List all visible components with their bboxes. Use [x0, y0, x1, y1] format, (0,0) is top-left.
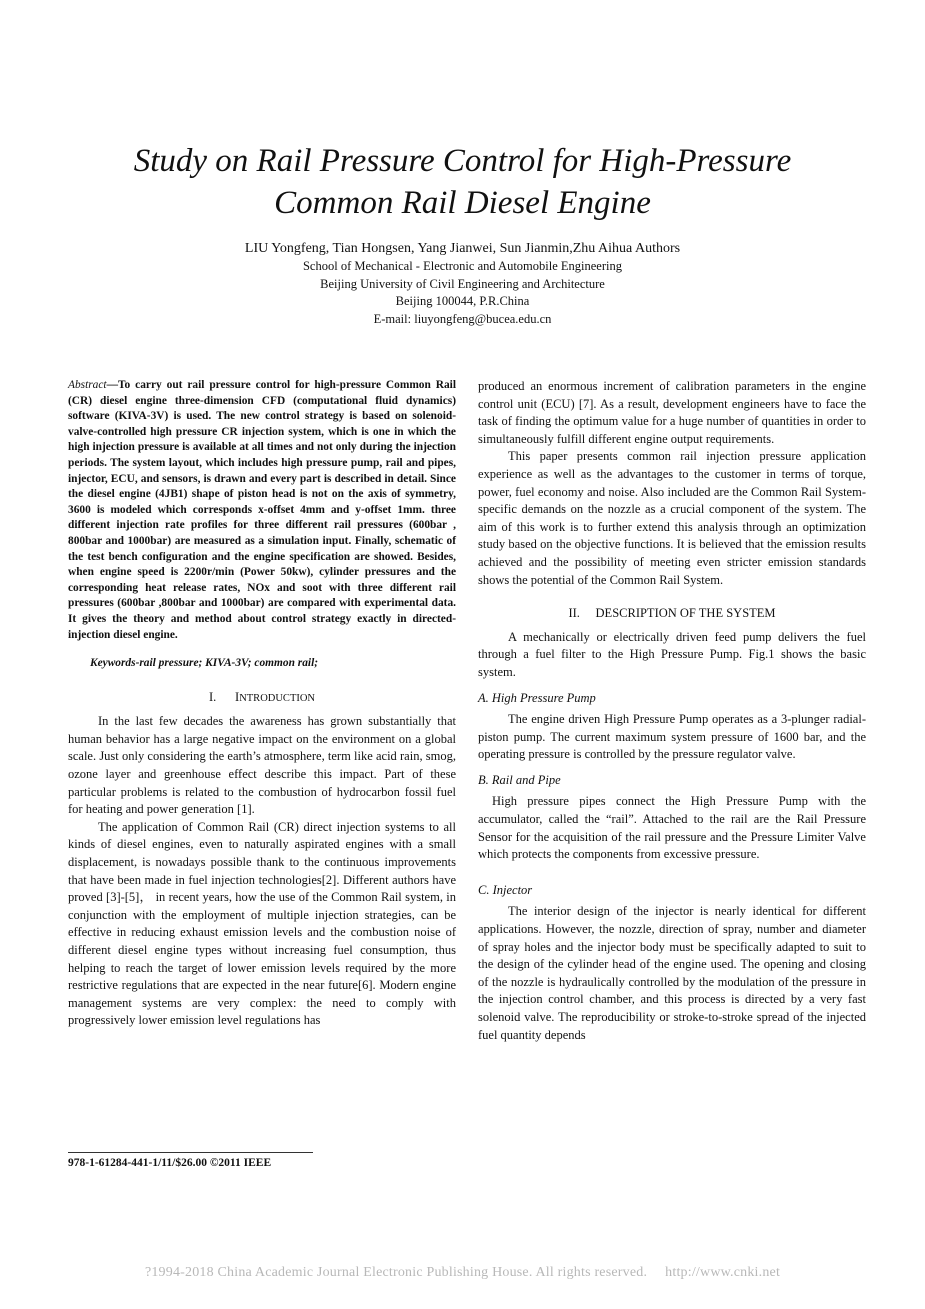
author-list: LIU Yongfeng, Tian Hongsen, Yang Jianwei, Sun Jianmin,Zhu Aihua Authors [244, 241, 681, 256]
right-paragraph-2: This paper presents common rail injection pressure application experience as well as the advantages to the customer in terms of torque, power, fuel economy and noise. Also included are the Common Rail System-specific demands on the nozzle as a crucial component of the system. The aim of this work is to further extend this analysis through an optimization study based on the objective functions. It is believed that the emission results achieved and the possibility of meeting even stricter emission standards shows the potential of the Common Rail System. [478, 449, 866, 587]
subsection-heading-pump: A. High Pressure Pump [478, 690, 596, 705]
section-title-rest: NTRODUCTION [239, 692, 316, 704]
section-heading-system: II. DESCRIPTION OF THE SYSTEM [568, 606, 776, 621]
section-number: I. [208, 689, 217, 704]
keywords: Keywords-rail pressure; KIVA-3V; common rail; [90, 657, 319, 670]
section-heading-introduction [68, 689, 456, 708]
right-paragraph-1: produced an enormous increment of calibration parameters in the engine control unit (ECU) [7]. As a result, development engineers have to face the task of finding the optimum value for a huge number of quantities in order to simultaneously fulfill different engine output requirements. [478, 379, 866, 446]
intro-paragraph-2: The application of Common Rail (CR) direct injection systems to all kinds of diesel engines, even to naturally aspirated engines with a small displacement, is nowadays possible thank to the continuous improvements that have been made in fuel injection technologies[2]. Different authors have proved [3]-[5]， in recent years, how the use of the Common Rail system, in conjunction with the employment of multiple injection strategies, can be effective in reducing exhaust emission levels and the combustion noise of different diesel engine types without increasing fuel consumption, thus helping to reach the target of lower emission levels required by the more restrictive regulations that are expected in the near future[6]. Modern engine management systems are very complex: the need to comply with progressively lower emission level regulations has [68, 819, 456, 1028]
affiliation [40, 258, 885, 328]
affiliation-university: Beijing University of Civil Engineering and Architecture [320, 276, 605, 291]
abstract-text: —To carry out rail pressure control for high-pressure Common Rail (CR) diesel engine three-dimension CFD (computational fluid dynamics) software (KIVA-3V) is used. The new control strategy is based on solenoid-valve-controlled high pressure CR injection system, which is one in which the high injection pressure is available at all times and not only during the injection periods. The system layout, which includes high pressure pump, rail and pipes, injector, ECU, and sensors, is drawn and every part is described in detail. Since the diesel engine (4JB1) shape of piston head is not on the axis of symmetry, 3600 is modeled which corresponds x-offset 4mm and y-offset 1mm. three different injection rate profiles for three different rail pressures (600bar , 800bar and 1000bar) are measured as a simulation input. Finally, schematic of the test bench configuration and the engine specification are showed. Besides, when engine speed is 2200r/min (Power 50kw), cylinder pressures and the corresponding heat release rates, NOx and soot with three different rail pressures (600bar ,800bar and 1000bar) are compared with experimental data. It gives the theory and method about control strategy exactly in directed-injection diesel engine. [68, 379, 456, 641]
rail-paragraph: High pressure pipes connect the High Pressure Pump with the accumulator, called the “rail”. Attached to the rail are the Rail Pressure Sensor for the acquisition of the rail pressure and the Pressure Limiter Valve which protects the components from excessive pressure. [478, 794, 866, 862]
watermark-url: http://www.cnki.net [665, 1265, 781, 1280]
paper-title [40, 140, 885, 224]
footnote-rule [68, 1152, 313, 1153]
title-line-2: Common Rail Diesel Engine [274, 185, 651, 221]
subsection-heading-rail: B. Rail and Pipe [478, 772, 561, 787]
section-title-cap: I [235, 689, 240, 704]
title-line-1: Study on Rail Pressure Control for High-Pressure [133, 143, 792, 179]
affiliation-dept: School of Mechanical - Electronic and Automobile Engineering [302, 259, 622, 273]
right-column [478, 378, 866, 1044]
left-column [68, 378, 456, 1030]
copyright-footnote: 978-1-61284-441-1/11/$26.00 ©2011 IEEE [68, 1157, 272, 1169]
injector-paragraph: The interior design of the injector is nearly identical for different applications. However, the nozzle, direction of spray, number and diameter of spray holes and the injector body must be specifically adapted to suit to the design of the cylinder head of the engine used. The opening and closing of the nozzle is hydraulically controlled by the modulation of the pressure in the injection control chamber, and this process is directed by a very fast solenoid valve. The reproducibility or stroke-to-stroke spread of the injected fuel quantity depends [478, 904, 866, 1042]
watermark-copyright: ?1994-2018 China Academic Journal Electronic Publishing House. All rights reserved. [144, 1265, 648, 1280]
affiliation-email: E-mail: liuyongfeng@bucea.edu.cn [373, 311, 552, 326]
abstract-label: Abstract [68, 379, 107, 391]
intro-paragraph-1: In the last few decades the awareness has grown substantially that human behavior has a large negative impact on the environment on a global scale. Just only considering the earth’s atmosphere, term like acid rain, smog, ozone layer and greenhouse effect describe this impact. Part of these particular problems is related to the combustion of hydrocarbon fossil fuel for heating and power generation [1]. [68, 714, 456, 817]
abstract [68, 378, 456, 643]
subsection-heading-injector: C. Injector [478, 882, 533, 897]
publisher-watermark [0, 1265, 925, 1281]
affiliation-city: Beijing 100044, P.R.China [395, 294, 530, 308]
pump-paragraph: The engine driven High Pressure Pump operates as a 3-plunger radial-piston pump. The current maximum system pressure of 1600 bar, and the operating pressure is controlled by the pressure regulator valve. [478, 712, 866, 762]
system-paragraph: A mechanically or electrically driven feed pump delivers the fuel through a fuel filter to the High Pressure Pump. Fig.1 shows the basic system. [478, 629, 866, 679]
